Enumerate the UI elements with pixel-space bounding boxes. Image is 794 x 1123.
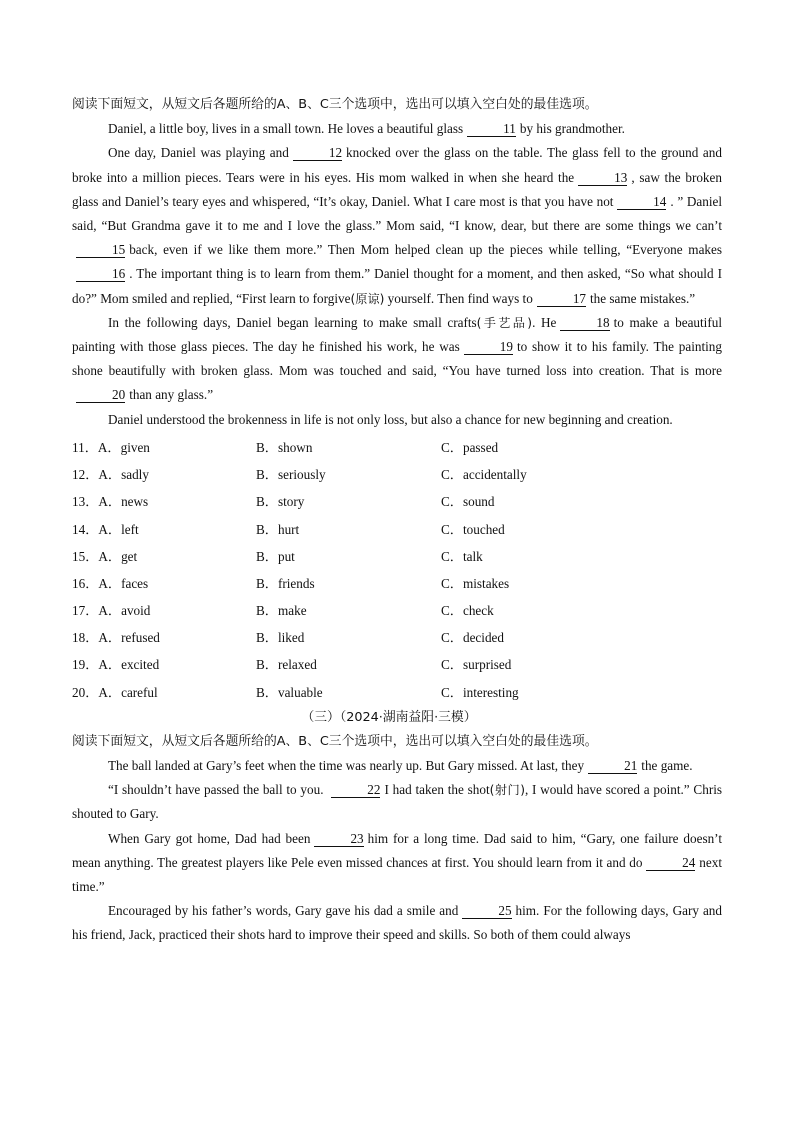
option-c[interactable]: C．interesting — [441, 684, 519, 700]
option-row: 17．A．avoid B．make C．check — [72, 596, 722, 623]
passage2-instruction: 阅读下面短文，从短文后各题所给的A、B、C三个选项中，选出可以填入空白处的最佳选项。 — [72, 97, 598, 112]
option-b[interactable]: B．relaxed — [256, 657, 317, 673]
option-c[interactable]: C．sound — [441, 494, 495, 510]
option-a[interactable]: A．careful — [98, 684, 158, 700]
option-b[interactable]: B．make — [256, 603, 307, 619]
blank-18: 18 — [560, 315, 609, 331]
option-c[interactable]: C．check — [441, 603, 494, 619]
blank-14: 14 — [617, 194, 666, 210]
option-a[interactable]: A．news — [98, 494, 149, 510]
options-list — [72, 433, 722, 705]
option-c[interactable]: C．passed — [441, 439, 499, 455]
passage2-paragraph-4: Daniel understood the brokenness in life is not only loss, but also a chance for new beginning and creation. — [108, 411, 673, 427]
option-row: 18．A．refused B．liked C．decided — [72, 623, 722, 650]
option-b[interactable]: B．seriously — [256, 467, 326, 483]
blank-21: 21 — [588, 758, 637, 774]
passage3-instruction: 阅读下面短文，从短文后各题所给的A、B、C三个选项中，选出可以填入空白处的最佳选项。 — [72, 733, 598, 749]
option-a[interactable]: A．avoid — [98, 603, 151, 619]
blank-15: 15 — [76, 242, 125, 258]
option-b[interactable]: B．shown — [256, 439, 313, 455]
blank-25: 25 — [462, 903, 511, 919]
blank-24: 24 — [646, 855, 695, 871]
blank-22: 22 — [331, 782, 380, 798]
blank-16: 16 — [76, 266, 125, 282]
option-c[interactable]: C．accidentally — [441, 467, 527, 483]
passage3-paragraph-3: When Gary got home, Dad had been 23 him for a long time. Dad said to him, “Gary, one failure doesn’t mean anything. The greatest players like Pele even missed chances at first. You should learn from it and do 24 next time.” — [72, 830, 722, 894]
option-row: 13．A．news B．story C．sound — [72, 487, 722, 514]
blank-19: 19 — [464, 339, 513, 355]
blank-12: 12 — [293, 145, 342, 161]
blank-20: 20 — [76, 387, 125, 403]
option-b[interactable]: B．valuable — [256, 684, 323, 700]
passage3-paragraph-2: “I shouldn’t have passed the ball to you. 22 I had taken the shot(射门), I would have scored a point.” Chris shouted to Gary. — [72, 782, 723, 822]
passage2-paragraph-3: In the following days, Daniel began learning to make small crafts(手艺品). He 18 to make a beautiful painting with those glass pieces. The day he finished his work, he was 19 to show it to his family. The painting shone beautifully with broken glass. Mom was touched and said, “You have turned loss into creation. That is more20 than any glass.” — [72, 314, 722, 403]
option-c[interactable]: C．talk — [441, 548, 483, 564]
option-row: 11．A．given B．shown C．passed — [72, 433, 722, 460]
option-a[interactable]: A．faces — [98, 575, 149, 591]
option-b[interactable]: B．put — [256, 548, 295, 564]
option-row: 19．A．excited B．relaxed C．surprised — [72, 650, 722, 677]
option-b[interactable]: B．hurt — [256, 521, 300, 537]
section-title: （三）（2024·湖南益阳·三模） — [301, 709, 477, 725]
option-c[interactable]: C．decided — [441, 630, 504, 646]
passage3-paragraph-4: Encouraged by his father’s words, Gary gave his dad a smile and 25 him. For the following days, Gary and his friend, Jack, practiced their shots hard to improve their speed and skills. So both of them could always — [72, 903, 722, 943]
passage2-paragraph-1: Daniel, a little boy, lives in a small town. He loves a beautiful glass 11 by his grandmother. — [108, 121, 625, 137]
blank-23: 23 — [314, 831, 363, 847]
option-b[interactable]: B．friends — [256, 575, 315, 591]
option-c[interactable]: C．touched — [441, 521, 505, 537]
document-page — [72, 93, 722, 948]
option-row: 16．A．faces B．friends C．mistakes — [72, 569, 722, 596]
passage2-paragraph-2: One day, Daniel was playing and 12 knocked over the glass on the table. The glass fell to the ground and broke into a million pieces. Tears were in his eyes. His mom walked in when she heard the 13 , saw the broken glass and Daniel’s teary eyes and whispered, “It’s okay, Daniel. What I care most is that you have not 14 . ” Daniel said, “But Grandma gave it to me and I love the glass.” Mom said, “I know, dear, but there are some things we can’t15 back, even if we like them more.” Then Mom helped clean up the pieces while telling, “Everyone makes16 . The important thing is to learn from them.” Daniel thought for a moment, and then asked, “So what should I do?” Mom smiled and replied, “First learn to forgive(原谅) yourself. Then find ways to 17 the same mistakes.” — [72, 145, 722, 306]
option-row: 12．A．sadly B．seriously C．accidentally — [72, 460, 722, 487]
option-a[interactable]: A．refused — [98, 630, 160, 646]
option-b[interactable]: B．story — [256, 494, 305, 510]
option-b[interactable]: B．liked — [256, 630, 305, 646]
option-c[interactable]: C．mistakes — [441, 575, 510, 591]
blank-17: 17 — [537, 291, 586, 307]
option-row: 14．A．left B．hurt C．touched — [72, 514, 722, 541]
option-c[interactable]: C．surprised — [441, 657, 512, 673]
passage3-paragraph-1: The ball landed at Gary’s feet when the time was nearly up. But Gary missed. At last, they 21 the game. — [108, 757, 693, 773]
option-row: 20．A．careful B．valuable C．interesting — [72, 678, 722, 705]
option-a[interactable]: A．given — [97, 439, 150, 455]
option-a[interactable]: A．sadly — [98, 467, 149, 483]
option-a[interactable]: A．left — [98, 521, 139, 537]
option-a[interactable]: A．get — [98, 548, 138, 564]
option-a[interactable]: A．excited — [98, 657, 160, 673]
option-row: 15．A．get B．put C．talk — [72, 542, 722, 569]
blank-11: 11 — [467, 121, 516, 137]
blank-13: 13 — [578, 170, 627, 186]
